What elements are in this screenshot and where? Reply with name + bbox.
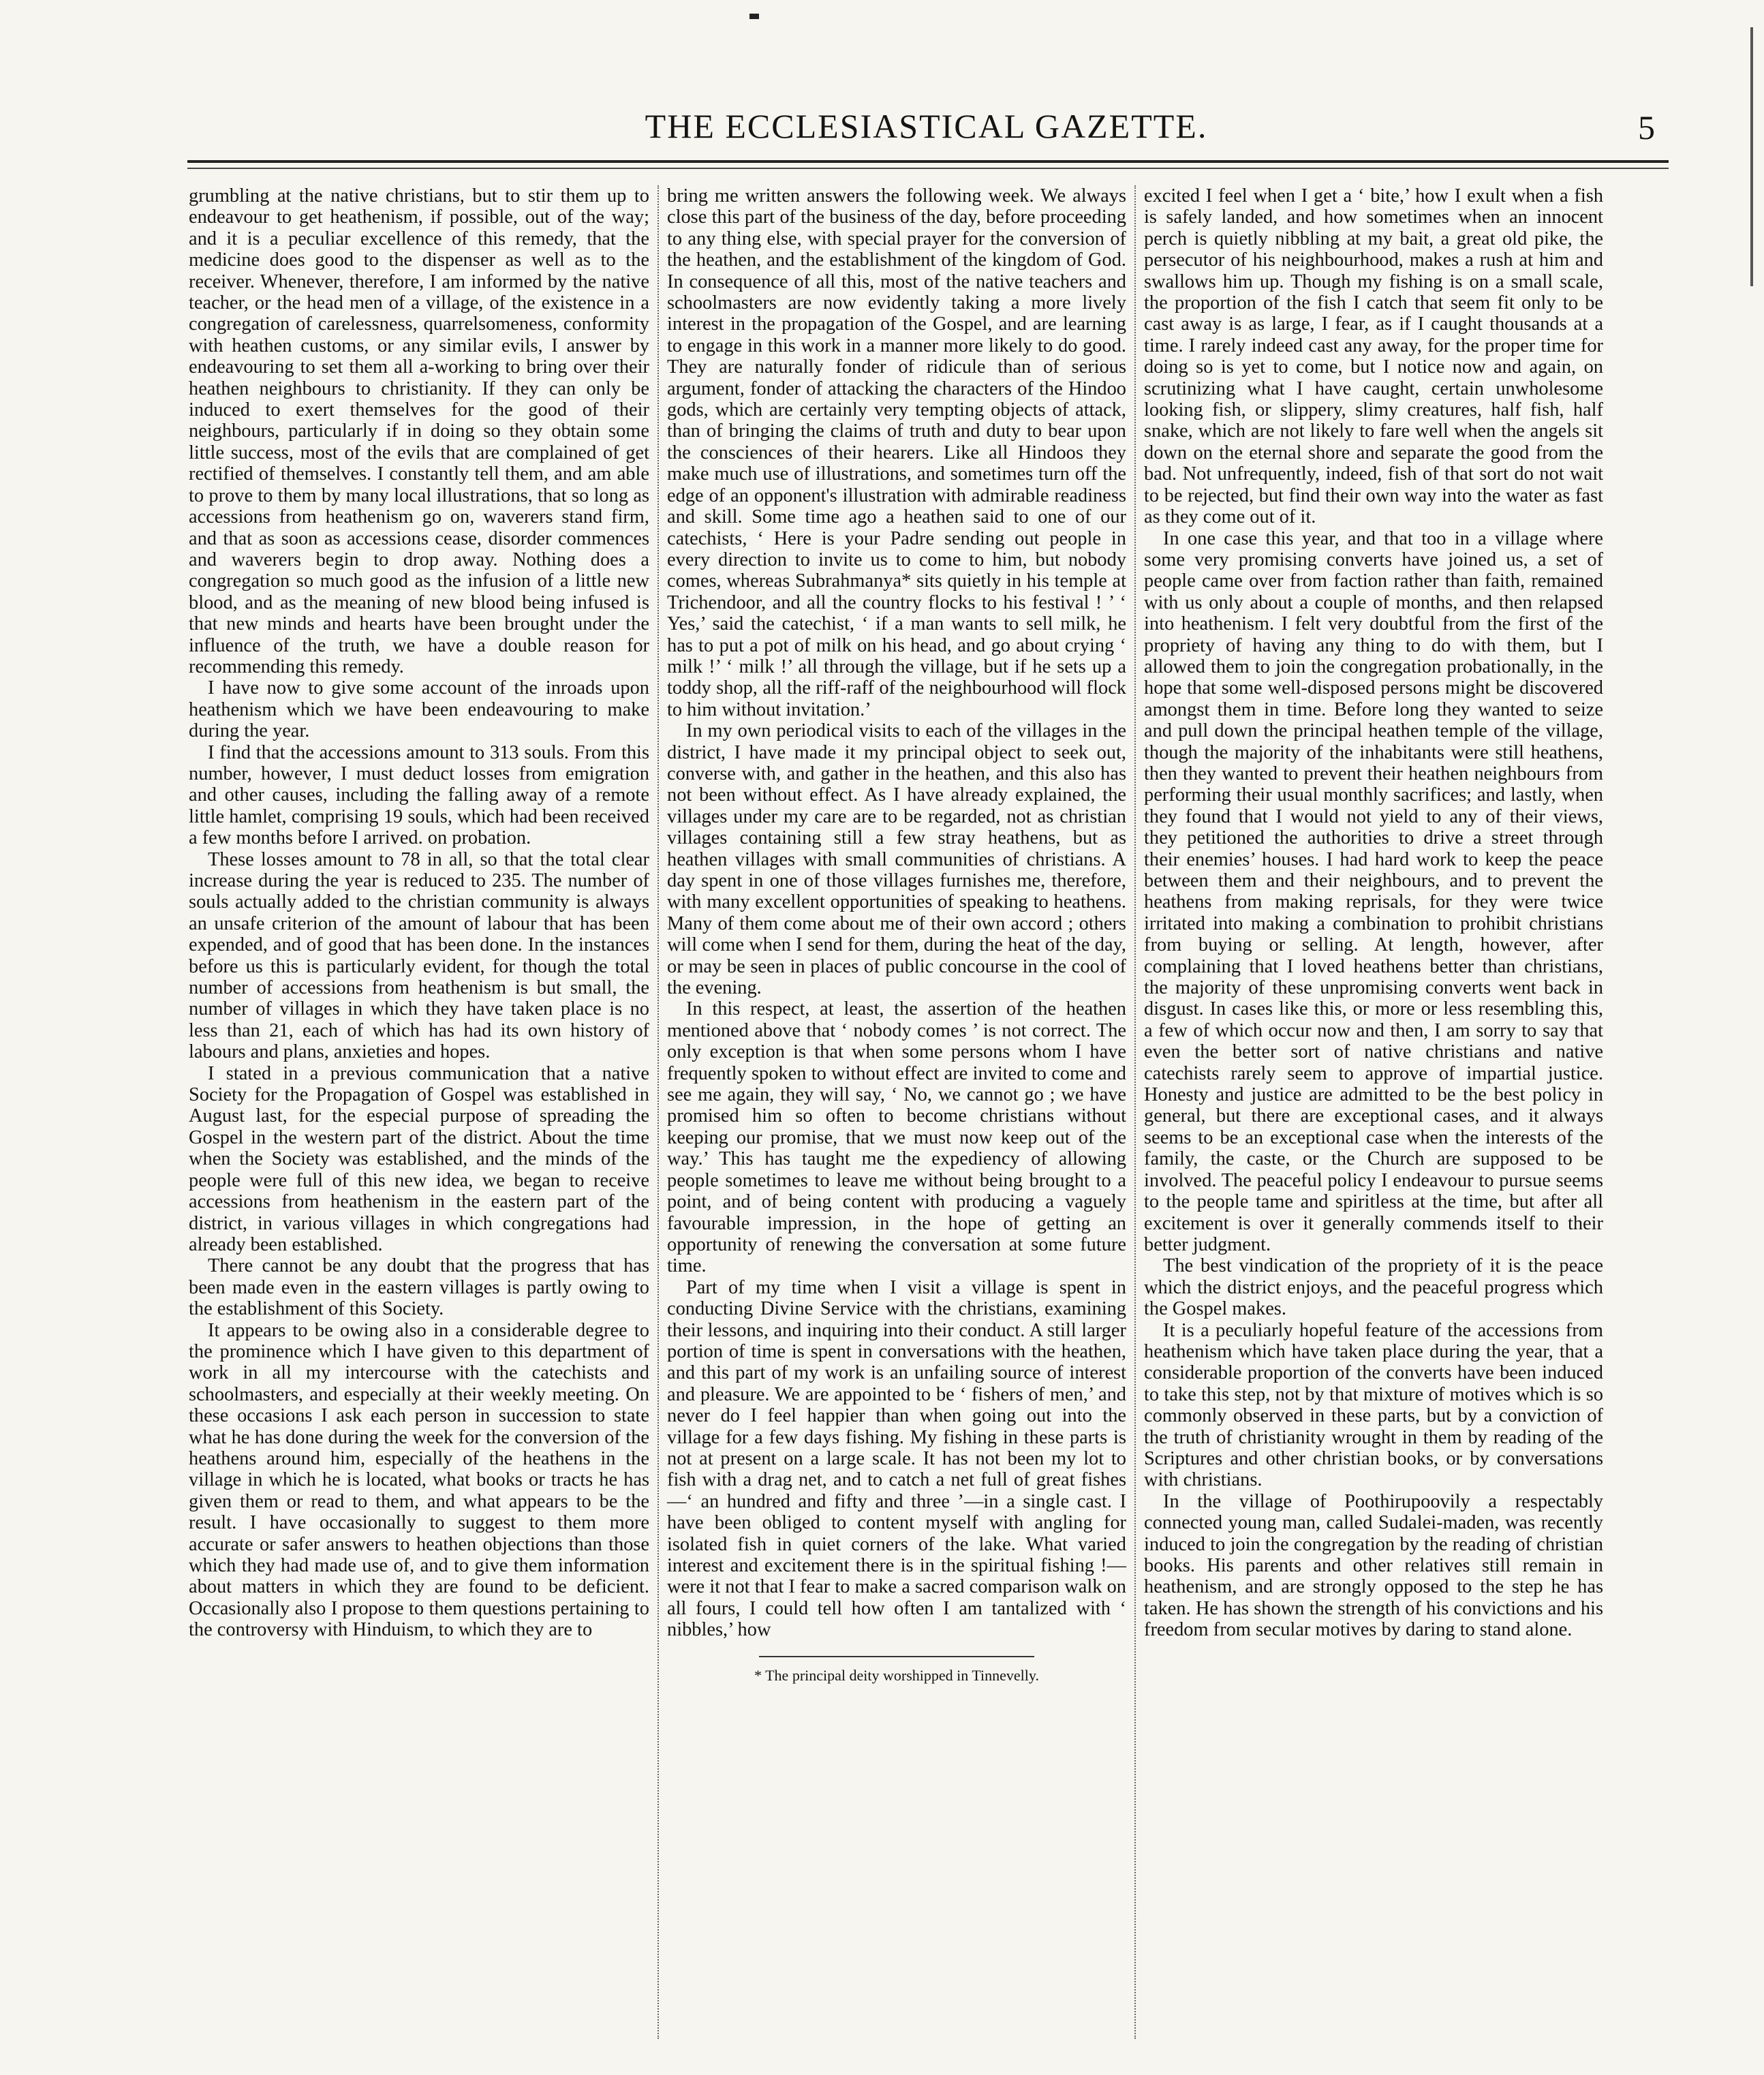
article-columns [181, 185, 1649, 2039]
paragraph: In one case this year, and that too in a village where some very promising converts have joined us, a set of people came over from faction rather than faith, remained with us only about a couple of months, and then relapsed into heathenism. I felt very doubtful from the first of the propriety of having any thing to do with them, but I allowed them to join the congregation probationally, in the hope that some well-disposed persons might be discovered amongst them in time. Before long they wanted to seize and pull down the principal heathen temple of the village, though the majority of the inhabitants were still heathens, then they wanted to prevent their heathen neighbours from performing their usual monthly sacrifices; and lastly, when they found that I would not yield to any of their views, they petitioned the authorities to drive a street through their enemies’ houses. I had hard work to keep the peace between them and their neighbours, and to prevent the heathens from making reprisals, for they were twice irritated into making a combination to prohibit christians from buying or selling. At length, however, after complaining that I loved heathens better than christians, the majority of these unpromising converts went back in disgust. In cases like this, or more or less resembling this, a few of which occur now and then, I am sorry to say that even the better sort of native christians and native catechists rarely seem to approve of impartial justice. Honesty and justice are admitted to be the best policy in general, but there are exceptional cases, and it always seems to be an exceptional case when the interests of the family, the caste, or the Church are supposed to be involved. The peaceful policy I endeavour to pursue seems to the people tame and spiritless at the time, but after all excitement is over it generally commends itself to their better judgment. [1144, 527, 1603, 1255]
header-rule-thin [187, 168, 1669, 169]
footnote-rule [759, 1656, 1034, 1657]
paragraph: There cannot be any doubt that the progress that has been made even in the eastern villages is partly owing to the establishment of this Society. [189, 1255, 649, 1320]
paragraph: grumbling at the native christians, but to stir them up to endeavour to get heathenism, if possible, out of the way; and it is a peculiar excellence of this remedy, that the medicine does good to the dispenser as well as to the receiver. Whenever, therefore, I am informed by the native teacher, or the head men of a village, of the existence in a congregation of carelessness, quarrelsomeness, conformity with heathen customs, or any similar evils, I answer by endeavouring to set them all a-working to bring over their heathen neighbours to christianity. If they can only be induced to exert themselves for the good of their neighbours, particularly if in doing so they obtain some little success, most of the evils that are complained of get rectified of themselves. I constantly tell them, and am able to prove to them by many local illustrations, that so long as accessions from heathenism go on, waverers stand firm, and that as soon as accessions cease, disorder commences and waverers begin to drop away. Nothing does a congregation so much good as the infusion of a little new blood, and as the meaning of new blood being infused is that new minds and hearts have been brought under the influence of the truth, we have a double reason for recommending this remedy. [189, 185, 649, 677]
column-1 [181, 185, 657, 2039]
paragraph: I stated in a previous communication that a native Society for the Propagation of Gospel was established in August last, for the especial purpose of spreading the Gospel in the western part of the district. About the time when the Society was established, and the minds of the people were full of this new idea, we began to receive accessions from heathenism in the eastern part of the district, in various villages in which congregations had already been established. [189, 1062, 649, 1255]
paragraph: I have now to give some account of the inroads upon heathenism which we have been endeavouring to make during the year. [189, 677, 649, 742]
paragraph: In my own periodical visits to each of the villages in the district, I have made it my principal object to seek out, converse with, and gather in the heathen, and this also has not been without effect. As I have already explained, the villages under my care are to be regarded, not as christian villages containing still a few stray heathens, but as heathen villages with small communities of christians. A day spent in one of those villages furnishes me, therefore, with many excellent opportunities of speaking to heathens. Many of them come about me of their own accord ; others will come when I send for them, during the heat of the day, or may be seen in places of public concourse in the cool of the evening. [667, 720, 1126, 999]
paragraph: The best vindication of the propriety of it is the peace which the district enjoys, and the peaceful progress which the Gospel makes. [1144, 1255, 1603, 1320]
masthead [184, 102, 1669, 150]
top-mark [749, 14, 759, 19]
page-edge-mark [1750, 27, 1753, 286]
header-rule-thick [187, 160, 1669, 163]
paragraph: In this respect, at least, the assertion of the heathen mentioned above that ‘ nobody comes ’ is not correct. The only exception is that when some persons whom I have frequently spoken to without effect are invited to come and see me again, they will say, ‘ No, we cannot go ; we have promised him so often to become christians without keeping our promise, that we must now keep out of the way.’ This has taught me the expediency of allowing people sometimes to leave me without being brought to a point, and of being content with producing a vaguely favourable impression, in the hope of getting an opportunity of renewing the conversation at some future time. [667, 998, 1126, 1277]
paragraph: excited I feel when I get a ‘ bite,’ how I exult when a fish is safely landed, and how sometimes when an innocent perch is quietly nibbling at my bait, a great old pike, the persecutor of his neighbourhood, makes a rush at him and swallows him up. Though my fishing is on a small scale, the proportion of the fish I catch that seem fit only to be cast away is as large, I fear, as if I caught thousands at a time. I rarely indeed cast any away, for the proper time for doing so is yet to come, but I notice now and again, on scrutinizing what I have caught, certain unwholesome looking fish, or slippery, slimy creatures, half fish, half snake, which are not likely to fare well when the angels sit down on the eternal shore and separate the good from the bad. Not unfrequently, indeed, fish of that sort do not wait to be rejected, but find their own way into the water as fast as they come out of it. [1144, 185, 1603, 528]
column-2 [657, 185, 1134, 2039]
publication-title: THE ECCLESIASTICAL GAZETTE. [645, 107, 1208, 145]
paragraph: It is a peculiarly hopeful feature of the accessions from heathenism which have taken place during the year, that a considerable proportion of the converts have been induced to take this step, not by that mixture of motives which is so commonly observed in these parts, but by a conviction of the truth of christianity wrought in them by reading of the Scriptures and other christian books, or by conversations with christians. [1144, 1319, 1603, 1491]
paragraph: Part of my time when I visit a village is spent in conducting Divine Service with the christians, examining their lessons, and inquiring into their conduct. A still larger portion of time is spent in conversations with the heathen, and this part of my work is an unfailing source of interest and pleasure. We are appointed to be ‘ fishers of men,’ and never do I feel happier than when going out into the village for a few days fishing. My fishing in these parts is not at present on a large scale. It has not been my lot to fish with a drag net, and to catch a net full of great fishes—‘ an hundred and fifty and three ’—in a single cast. I have been obliged to content myself with angling for isolated fish in quiet corners of the lake. What varied interest and excitement there is in the spiritual fishing !—were it not that I fear to make a sacred comparison walk on all fours, I could tell how often I am tantalized with ‘ nibbles,’ how [667, 1276, 1126, 1641]
paragraph: bring me written answers the following week. We always close this part of the business of the day, before proceeding to any thing else, with special prayer for the conversion of the heathen, and the establishment of the kingdom of God. In consequence of all this, most of the native teachers and schoolmasters are now evidently taking a more lively interest in the propagation of the Gospel, and are learning to engage in this work in a manner more likely to do good. They are naturally fonder of ridicule than of serious argument, fonder of attacking the characters of the Hindoo gods, which are certainly very tempting objects of attack, than of bringing the claims of truth and duty to bear upon the consciences of their hearers. Like all Hindoos they make much use of illustrations, and sometimes turn off the edge of an opponent's illustration with admirable readiness and skill. Some time ago a heathen said to one of our catechists, ‘ Here is your Padre sending out people in every direction to invite us to come to him, but nobody comes, whereas Subrahmanya* sits quietly in his temple at Trichendoor, and all the country flocks to his festival ! ’ ‘ Yes,’ said the catechist, ‘ if a man wants to sell milk, he has to put a pot of milk on his head, and go about crying ‘ milk !’ ‘ milk !’ all through the village, but if he sets up a toddy shop, all the riff-raff of the neighbourhood will flock to him without invitation.’ [667, 185, 1126, 720]
paragraph: In the village of Poothirupoovily a respectably connected young man, called Sudalei-maden, was recently induced to join the congregation by the reading of christian books. His parents and other relatives still remain in heathenism, and are strongly opposed to the step he has taken. He has shown the strength of his convictions and his freedom from secular motives by daring to stand alone. [1144, 1490, 1603, 1641]
paragraph: I find that the accessions amount to 313 souls. From this number, however, I must deduct losses from emigration and other causes, including the falling away of a remote little hamlet, comprising 19 souls, which had been received a few months before I arrived. on probation. [189, 741, 649, 849]
footnote: * The principal deity worshipped in Tinnevelly. [754, 1666, 1039, 1684]
paragraph: It appears to be owing also in a considerable degree to the prominence which I have given to this department of work in all my intercourse with the catechists and schoolmasters, and especially at their weekly meeting. On these occasions I ask each person in succession to state what he has done during the week for the conversion of the heathens around him, especially of the heathens in the village in which he is located, what books or tracts he has given them or read to them, and what appears to be the result. I have occasionally to suggest to them more accurate or safer answers to heathen objections than those which they had made use of, and to give them information about matters in which they are found to be deficient. Occasionally also I propose to them questions pertaining to the controversy with Hinduism, to which they are to [189, 1319, 649, 1641]
page-number: 5 [1638, 108, 1655, 147]
paragraph: These losses amount to 78 in all, so that the total clear increase during the year is reduced to 235. The number of souls actually added to the christian community is always an unsafe criterion of the amount of labour that has been expended, and of good that has been done. In the instances before us this is particularly evident, for though the total number of accessions from heathenism is but small, the number of villages in which they have taken place is no less than 21, each of which has had its own history of labours and plans, anxieties and hopes. [189, 848, 649, 1063]
column-3 [1134, 185, 1611, 2039]
